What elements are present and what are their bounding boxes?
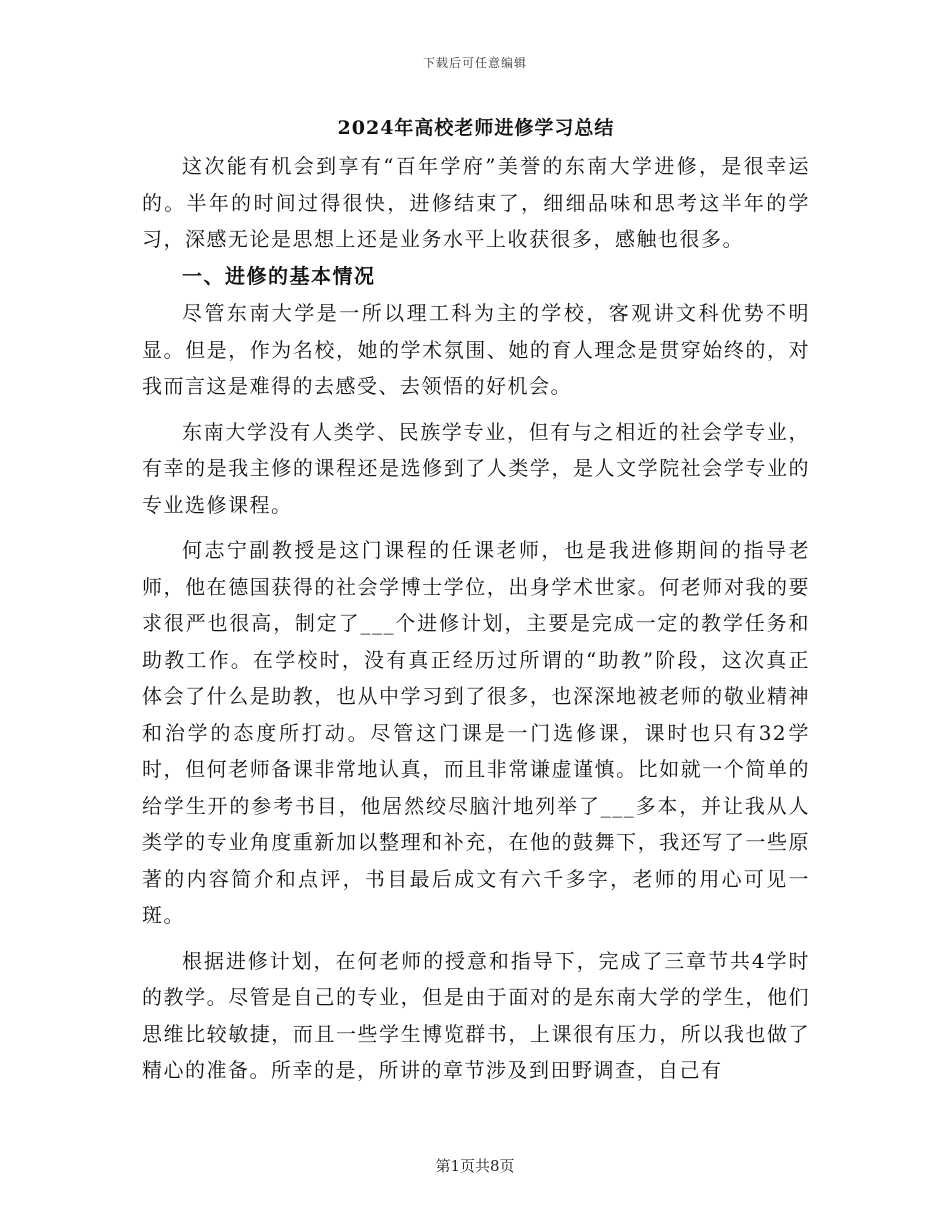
header-note: 下载后可任意编辑 [422, 56, 527, 70]
document-body [142, 112, 810, 1089]
section-heading: 一、进修的基本情况 [182, 263, 376, 288]
body-paragraph: 尽管东南大学是一所以理工科为主的学校，客观讲文科优势不明显。但是，作为名校，她的学术氛围、她的育人理念是贯穿始终的，对我而言这是难得的去感受、去领悟的好机会。 [142, 301, 810, 398]
body-paragraph: 何志宁副教授是这门课程的任课老师，也是我进修期间的指导老师，他在德国获得的社会学博士学位，出身学术世家。何老师对我的要求很严也很高，制定了___个进修计划，主要是完成一定的教学任务和助教工作。在学校时，没有真正经历过所谓的“助教”阶段，这次真正体会了什么是助教，也从中学习到了很多，也深深地被老师的敬业精神和治学的态度所打动。尽管这门课是一门选修课，课时也只有32学时，但何老师备课非常地认真，而且非常谦虚谨慎。比如就一个简单的给学生开的参考书目，他居然绞尽脑汁地列举了___多本，并让我从人类学的专业角度重新加以整理和补充，在他的鼓舞下，我还写了一些原著的内容简介和点评，书目最后成文有六千多字，老师的用心可见一斑。 [142, 538, 810, 927]
body-paragraph: 东南大学没有人类学、民族学专业，但有与之相近的社会学专业，有幸的是我主修的课程还是选修到了人类学，是人文学院社会学专业的专业选修课程。 [142, 419, 810, 517]
body-paragraph: 根据进修计划，在何老师的授意和指导下，完成了三章节共4学时的教学。尽管是自己的专业，但是由于面对的是东南大学的学生，他们思维比较敏捷，而且一些学生博览群书，上课很有压力，所以我也做了精心的准备。所幸的是，所讲的章节涉及到田野调查，自己有 [142, 948, 810, 1082]
intro-paragraph: 这次能有机会到享有“百年学府”美誉的东南大学进修，是很幸运的。半年的时间过得很快，进修结束了，细细品味和思考这半年的学习，深感无论是思想上还是业务水平上收获很多，感触也很多。 [142, 154, 810, 251]
page-number: 第1页共8页 [435, 1157, 515, 1175]
document-title: 2024年高校老师进修学习总结 [337, 117, 615, 139]
